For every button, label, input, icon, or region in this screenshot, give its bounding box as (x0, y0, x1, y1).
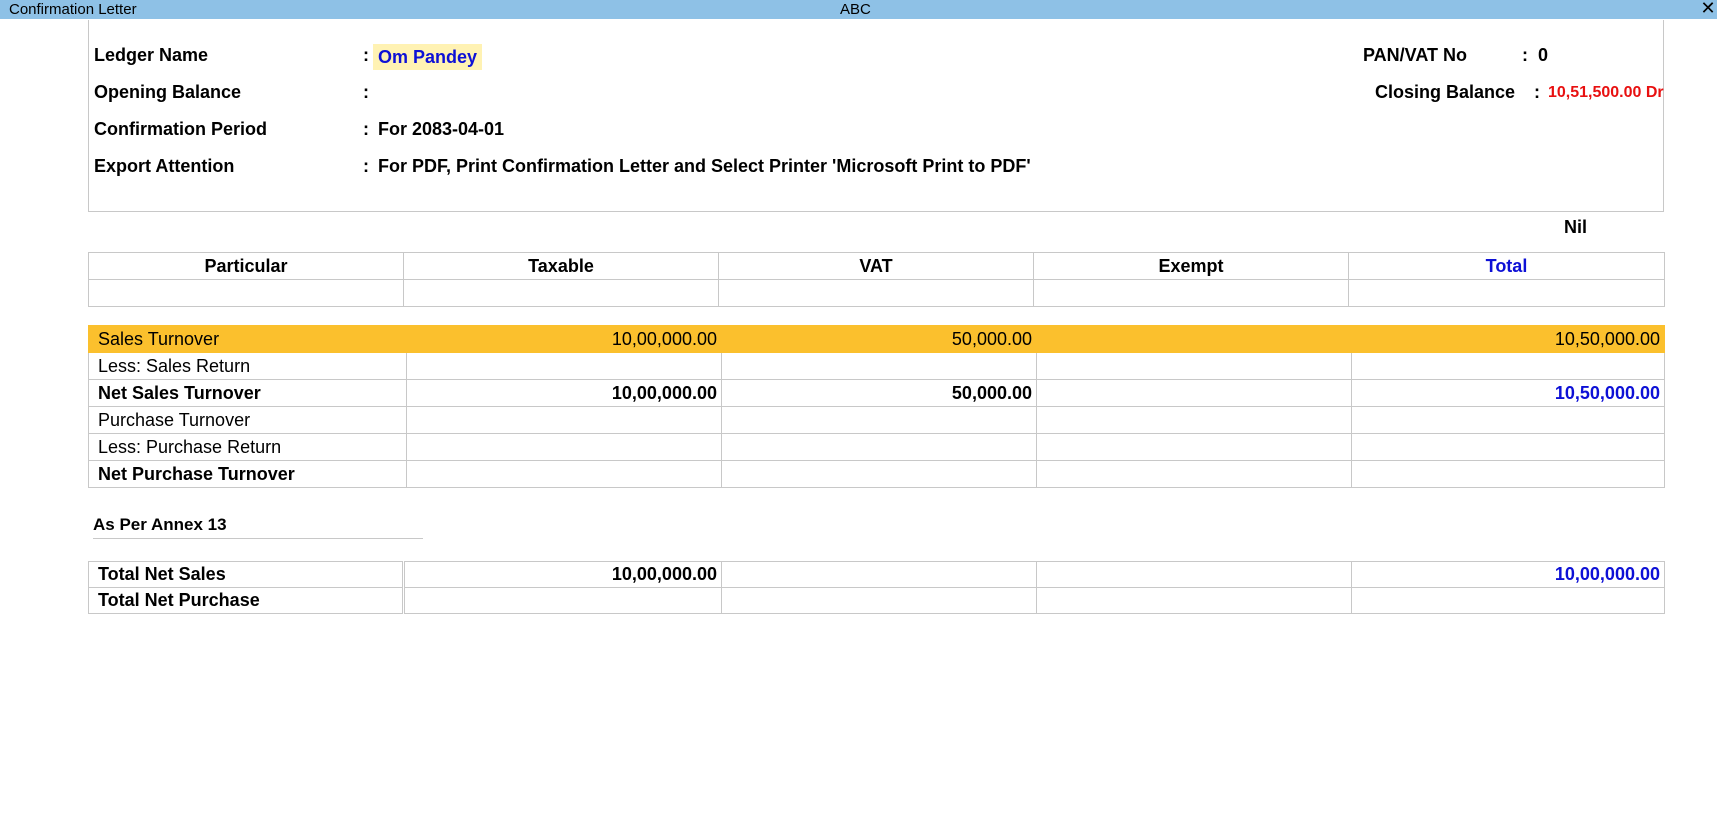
row-particular: Less: Purchase Return (89, 434, 407, 461)
window-title: Confirmation Letter (9, 1, 137, 18)
export-attention-value: For PDF, Print Confirmation Letter and Select Printer 'Microsoft Print to PDF' (378, 156, 1031, 176)
ledger-name-value[interactable]: Om Pandey (373, 44, 482, 70)
row-particular: Total Net Purchase (89, 588, 404, 614)
column-header-row (89, 253, 1665, 280)
table-row-sales-turnover[interactable] (89, 326, 1665, 353)
row-taxable: 10,00,000.00 (407, 326, 722, 353)
row-total (1352, 353, 1665, 380)
table-row-less-purchase-return[interactable] (89, 434, 1665, 461)
table-row-net-sales-turnover[interactable] (89, 380, 1665, 407)
row-particular: Net Purchase Turnover (89, 461, 407, 488)
row-total: 10,00,000.00 (1352, 562, 1665, 588)
filter-cell[interactable] (1034, 280, 1349, 307)
column-header-table (88, 252, 1665, 307)
column-header-particular: Particular (89, 253, 404, 280)
column-header-vat: VAT (719, 253, 1034, 280)
turnover-table (88, 325, 1665, 488)
row-vat (722, 353, 1037, 380)
row-exempt (1037, 461, 1352, 488)
closing-balance-label: Closing Balance (1375, 82, 1516, 102)
annex-heading: As Per Annex 13 (93, 515, 423, 539)
row-total (1352, 461, 1665, 488)
column-header-exempt: Exempt (1034, 253, 1349, 280)
row-particular: Sales Turnover (89, 326, 407, 353)
row-total (1352, 588, 1665, 614)
table-row-less-sales-return[interactable] (89, 353, 1665, 380)
row-vat (722, 407, 1037, 434)
table-row-total-net-purchase[interactable] (89, 588, 1665, 614)
ledger-name-label: Ledger Name (94, 45, 209, 65)
pan-vat-value: 0 (1538, 45, 1549, 65)
annex-summary-table (88, 561, 1665, 614)
column-header-total: Total (1349, 253, 1665, 280)
filter-cell[interactable] (89, 280, 404, 307)
row-particular: Total Net Sales (89, 562, 404, 588)
row-vat: 50,000.00 (722, 380, 1037, 407)
row-taxable: 10,00,000.00 (407, 380, 722, 407)
filter-cell[interactable] (404, 280, 719, 307)
filter-cell[interactable] (719, 280, 1034, 307)
table-row-net-purchase-turnover[interactable] (89, 461, 1665, 488)
opening-balance-colon: : (363, 82, 369, 102)
table-row-purchase-turnover[interactable] (89, 407, 1665, 434)
company-name: ABC (840, 1, 871, 18)
row-vat (722, 562, 1037, 588)
row-taxable: 10,00,000.00 (404, 562, 722, 588)
confirmation-period-label: Confirmation Period (94, 119, 268, 139)
row-taxable (407, 353, 722, 380)
row-taxable (404, 588, 722, 614)
row-vat (722, 588, 1037, 614)
row-exempt (1037, 407, 1352, 434)
row-taxable (407, 407, 722, 434)
row-particular: Less: Sales Return (89, 353, 407, 380)
filter-cell[interactable] (1349, 280, 1665, 307)
export-attention-colon: : (363, 156, 369, 176)
row-particular: Net Sales Turnover (89, 380, 407, 407)
close-icon[interactable]: ✕ (1700, 0, 1716, 18)
export-attention-label: Export Attention (94, 156, 235, 176)
row-total (1352, 407, 1665, 434)
row-exempt (1037, 562, 1352, 588)
row-exempt (1037, 380, 1352, 407)
pan-vat-colon: : (1522, 45, 1528, 65)
confirmation-period-colon: : (363, 119, 369, 139)
closing-balance-value: 10,51,500.00 Dr (1548, 84, 1664, 101)
row-particular: Purchase Turnover (89, 407, 407, 434)
row-exempt (1037, 434, 1352, 461)
row-taxable (407, 434, 722, 461)
row-total: 10,50,000.00 (1352, 326, 1665, 353)
column-header-taxable: Taxable (404, 253, 719, 280)
row-vat (722, 434, 1037, 461)
opening-balance-label: Opening Balance (94, 82, 242, 102)
confirmation-period-value: For 2083-04-01 (378, 119, 505, 139)
title-bar (0, 0, 1717, 19)
nil-label: Nil (1564, 217, 1588, 237)
row-exempt (1037, 353, 1352, 380)
pan-vat-label: PAN/VAT No (1363, 45, 1467, 65)
row-total (1352, 434, 1665, 461)
ledger-name-colon: : (363, 45, 369, 65)
row-vat (722, 461, 1037, 488)
filter-row (89, 280, 1665, 307)
row-exempt (1037, 326, 1352, 353)
row-total: 10,50,000.00 (1352, 380, 1665, 407)
row-taxable (407, 461, 722, 488)
table-row-total-net-sales[interactable] (89, 562, 1665, 588)
row-vat: 50,000.00 (722, 326, 1037, 353)
closing-balance-colon: : (1534, 82, 1540, 102)
row-exempt (1037, 588, 1352, 614)
